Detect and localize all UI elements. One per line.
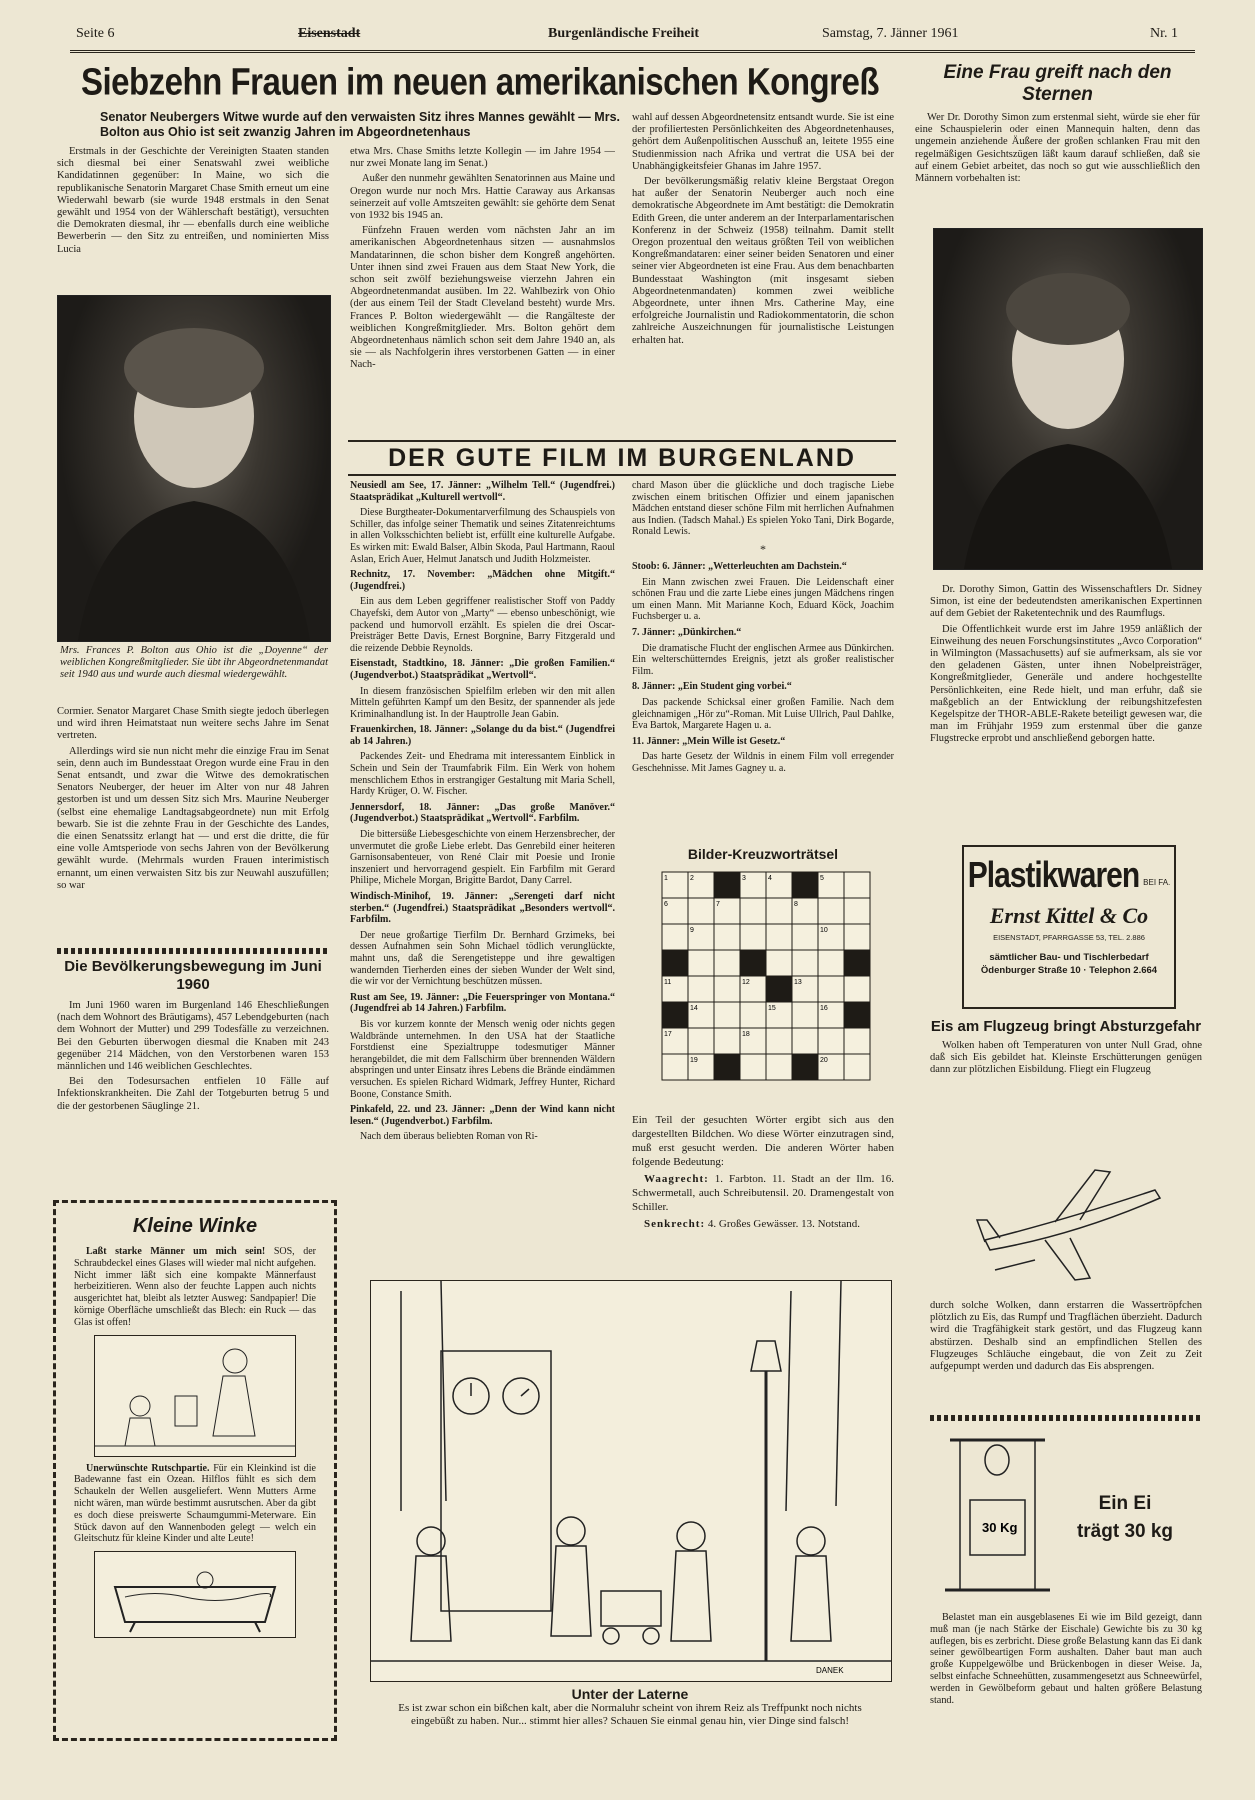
main-col3 [632,112,894,350]
article-paragraph: Erstmals in der Geschichte der Vereinigten Staaten standen sich diesmal bei einer Senatswahl zwei weibliche Kandidatinnen gegenüber: In Maine, wo sich die republikanische Senatorin Margaret Chase Smith erneut um eine Wiederwahl bewarb (sie wurde 1948 erstmals in den Senat gewählt und 1954 von der Wählerschaft bestätigt), versuchten die Demokraten diesmal, ihr — ebenfalls durch eine weibliche Bewerberin — den Sitz zu entreißen, und nominierten Miss Lucia [57,146,329,255]
crossword-number: 20 [820,1057,828,1064]
crossword-cell[interactable] [714,976,740,1002]
film-location: Jennersdorf, [350,801,405,813]
crossword-number: 3 [742,875,746,882]
tip1-title: Laßt starke Männer um mich sein! [86,1246,266,1257]
film-date-title: 17. Jänner: „Wilhelm Tell.“ (Jugendfrei.) Staatsprädikat „Kulturell wertvoll“. [350,480,615,503]
portrait-silhouette-icon [934,229,1202,569]
crossword-cell[interactable] [688,950,714,976]
header-date: Samstag, 7. Jänner 1961 [822,26,959,41]
main-subhead: Senator Neubergers Witwe wurde auf den verwaisten Sitz ihres Mannes gewählt — Mrs. Bolton aus Ohio ist seit zwanzig Jahren im Abgeordnetenhaus [100,110,620,139]
film-entry [350,480,615,503]
crossword-number: 16 [820,1005,828,1012]
film-date-title: 22. und 23. Jänner: „Denn der Wind kann nicht lesen.“ (Jugendverbot.) Farbfilm. [350,1104,616,1127]
film-entry [350,1104,615,1127]
divider [57,948,329,954]
crossword-block [714,872,740,898]
bathtub-icon [95,1552,295,1637]
egg-weight-label: 30 Kg [982,1520,1018,1535]
crossword-number: 12 [742,979,750,986]
crossword-cell[interactable] [688,898,714,924]
crossword-cell[interactable] [844,872,870,898]
film-location: Neusiedl am See, [350,480,427,491]
bolton-photo [57,295,331,642]
ice-article-cont [930,1300,1202,1376]
film-entry [350,992,615,1015]
crossword-cell[interactable] [818,976,844,1002]
page-header [70,20,1195,53]
crossword-number: 9 [690,927,694,934]
page-number: Seite 6 [76,26,115,41]
film-entry [350,724,615,747]
film-location: Stoob: [632,560,660,572]
crossword-cell[interactable] [792,1028,818,1054]
ice-article [930,1018,1202,1080]
plastikwaren-ad [962,845,1176,1009]
crossword-number: 8 [794,901,798,908]
crossword-number: 19 [690,1057,698,1064]
film-description: Packendes Zeit- und Ehedrama mit interessantem Einblick in Schein und Sein der Traumfabrik Film. Ein Werk von hohem menschlichem Ethos in erstrangiger Gestaltung mit Maria Schell, Hardy Krüger, O. W. Fischer. [350,751,615,798]
crossword-cell[interactable] [662,924,688,950]
article-paragraph: durch solche Wolken, dann erstarren die Wassertröpfchen plötzlich zu Eis, das Rumpf und Tragflächen überzieht. Dadurch wird die Tragfähigkeit stark gestört, und das Flugzeug kann abstürzen. Deshalb sind an empfindlichen Stellen des Flugzeuges Schläuche eingebaut, die von Zeit zu Zeit aufgepumpt werden und dadurch das Eis absprengen. [930,1300,1202,1373]
ad-address: EISENSTADT, PFARRGASSE 53, TEL. 2.886 [993,933,1145,942]
crossword-number: 13 [794,979,802,986]
tip2-title: Unerwünschte Rutschpartie. [86,1462,210,1474]
film-date-title: 19. Jänner: „Serengeti darf nicht sterben.“ (Jugendfrei.) Staatsprädikat „Besonders wertvoll“. Farbfilm. [350,891,616,926]
article-paragraph: Allerdings wird sie nun nicht mehr die einzige Frau im Senat sein, denn auch im Bundesstaat Oregon wurde eine Frau in den Senat entsandt, und zwar die Witwe des demokratischen Senators Neuberger, der heuer im Alter von nur 48 Jahren gestorben ist und um dessen Sitz sich Mrs. Maurine Neuberger (selbst eine ehemalige Landtagsabgeordnete) nun mit Erfolg bewarb. Sie ist die zehnte Frau in der Geschichte des Landes, die einen Senatssitz erlangt hat — und erst die dritte, die für eine volle Amtsperiode von sechs Jahren von der Bevölkerung gewählt wurde. (Mehrmals wurden Frauen interimistisch ernannt, um einen verwaisten Sitz bis zur Neuwahl auszufüllen; so war [57,745,329,891]
cartoon-caption: Es ist zwar schon ein bißchen kalt, aber die Normaluhr scheint von ihrem Reiz als Treffpunkt noch nichts eingebüßt zu haben. Nur... stimmt hier alles? Schauen Sie einmal genau hin, vier Dinge sind falsch! [398,1702,862,1727]
film-description: Bis vor kurzem konnte der Mensch wenig oder nichts gegen Waldbrände unternehmen. In den USA hat der Staatliche Forstdienst eine Spezialtruppe todesmutiger Männer herangebildet, die mit dem Fallschirm über brennenden Wäldern abspringen und unter Einsatz ihres Lebens die Brände eindämmen versuchen. Es spielen Richard Widmark, Jeffrey Hunter, Richard Boone, Constance Smith. [350,1018,615,1100]
film-date-title: 17. November: „Mädchen ohne Mitgift.“ (Jugendfrei.) [350,569,615,592]
article-paragraph: Der bevölkerungsmäßig relativ kleine Bergstaat Oregon hat außer der Senatorin Neuberger auch noch eine demokratische Abgeordnete im Amt bestätigt: die Demokratin Edith Green, die unter anderem an der Interparlamentarischen Konferenz in der Schweiz (1958) teilnahm. Damit stellt Oregon prozentual den weitaus größten Teil von weiblichen Kongreßmandataren: einer seiner beiden Senatoren und einer seiner vier Abgeordneten ist eine Frau. Aus dem benachbarten Bundesstaat Washington (mit insgesamt sieben Abgeordnetenmandaten) kommen zwei weibliche Abgeordnete, unter ihnen Mrs. Catherine May, eine erfolgreiche Journalistin und Radiokommentatorin, die schon zahlreiche Auszeichnungen für journalistische Leistungen erhalten hat. [632,176,894,346]
cartoon-title: Unter der Laterne [571,1686,689,1702]
crossword-cell[interactable] [818,898,844,924]
crossword-number: 4 [768,875,772,882]
crossword-cell[interactable] [766,950,792,976]
crossword-number: 1 [664,875,668,882]
egg-headline-line2: trägt 30 kg [1076,1521,1174,1542]
article-paragraph: Wolken haben oft Temperaturen von unter Null Grad, ohne daß sich Eis gebildet hat. Kleinste Erschütterungen genügen dann zur plötzlichen Eisbildung. Fliegt ein Flugzeug [930,1040,1202,1076]
film-entry [350,658,615,681]
film-entry [632,627,894,639]
crossword-block [662,950,688,976]
film-entry [632,736,894,748]
article-paragraph: Im Juni 1960 waren im Burgenland 146 Eheschließungen (nach dem Wohnort des Bräutigams), 457 Lebendgeburten (nach dem Wohnort der Mutter) und 299 Todesfälle zu verzeichnen. Bei den Geburten überwogen diesmal die Knaben mit 243 gegenüber 214 Mädchen, von den Verstorbenen waren 153 männlichen und 146 weiblichen Geschlechtes. [57,1000,329,1073]
tips-box [53,1200,337,1741]
film-description: Ein aus dem Leben gegriffener realistischer Stoff von Paddy Chayefski, dem Autor von „Marty“ — ebenso unbeschönigt, wie packend und humorvoll erzählt. Es spielen die drei Oscar-Preisträger Bette Davis, Ernest Borgnine, Barry Fitzgerald und die reizende Debbie Reynolds. [350,596,615,654]
egg-weight-icon [940,1430,1055,1600]
film-entry [350,802,615,825]
crossword-instructions: Ein Teil der gesuchten Wörter ergibt sich aus den dargestellten Bildchen. Wo diese Wörter einzutragen sind, muß erst gesucht werden. Die anderen Wörter haben folgende Bedeutung: [632,1114,894,1168]
across-clues: 1. Farbton. 11. Stadt an der Ilm. 16. Schwermetall, auch Schreibutensil. 20. Dramengestalt von Schiller. [632,1173,894,1213]
main-col1-bottom [57,706,329,895]
tip1-text: SOS, der Schraubdeckel eines Glases will wieder mal nicht aufgehen. Nicht immer läßt sich eine kompakte Männerfaust herbeizitieren. Wenn also der feuchte Lappen auch nichts ausgerichtet hat, bleibt als letzter Ausweg: Sandpapier! Die körnige Oberfläche umschließt das Blech: ein Ruck — das Glas ist offen! [74,1246,316,1328]
portrait-silhouette-icon [58,296,330,641]
film-entry [632,561,894,573]
crossword-number: 5 [820,875,824,882]
ad-line2: Ödenburger Straße 10 · Telephon 2.664 [980,965,1158,976]
crossword-block [792,1054,818,1080]
film-date-title: 18. Jänner: „Die großen Familien.“ (Jugendverbot.) Staatsprädikat „Wertvoll“. [350,658,615,681]
crossword-cell[interactable] [818,950,844,976]
film-date-title: 6. Jänner: „Wetterleuchten am Dachstein.“ [662,560,847,572]
film-description: Die dramatische Flucht der englischen Armee aus Dünkirchen. Ein welterschütterndes Ereignis, jetzt als großer realistischer Film. [632,642,894,677]
crossword-cell[interactable] [766,1054,792,1080]
crossword-cell[interactable] [740,1002,766,1028]
down-label: Senkrecht: [644,1218,706,1230]
bathtub-illustration [94,1551,296,1638]
jar-man-icon [95,1336,295,1456]
film-headline: DER GUTE FILM IM BURGENLAND [348,440,896,476]
film-date-title: 7. Jänner: „Dünkirchen.“ [632,626,742,638]
jar-opening-illustration [94,1335,296,1457]
crossword-cell[interactable] [792,924,818,950]
crossword-cell[interactable] [688,1028,714,1054]
crossword-cell[interactable] [688,976,714,1002]
tips-headline: Kleine Winke [132,1215,258,1237]
ice-headline: Eis am Flugzeug bringt Absturzgefahr [930,1018,1202,1035]
down-clues: 4. Großes Gewässer. 13. Notstand. [707,1218,861,1230]
film-date-title: 11. Jänner: „Mein Wille ist Gesetz.“ [632,735,786,747]
film-location: Frauenkirchen, [350,724,417,736]
egg-headline-line1: Ein Ei [1098,1493,1152,1514]
crossword-block [740,950,766,976]
article-paragraph: Die Öffentlichkeit wurde erst im Jahre 1959 anläßlich der Einweihung des neuen Forschungsinstitutes „Avco Corporation“ in Wilmington (Massachusetts) auf sie aufmerksam, als sie vor den geladenen Gästen, unter ihnen Nobelpreisträger, Kongreßmitglieder, Generäle und andere hochgestellte Persönlichkeiten, eine Rede hielt, und man erfuhr, daß sie maßgeblich an der Entwicklung der reibungshitzefesten Kegelspitze der THOR-ABLE-Rakete beteiligt gewesen war, die man im Frühjahr 1959 zum erstenmal über die ganze Flugstrecke erprobt und anschließend geborgen hatte. [930,623,1202,745]
crossword-cell[interactable] [740,898,766,924]
film-description: Das harte Gesetz der Wildnis in einem Film voll erregender Geschehnisse. Mit James Gagney u. a. [632,751,894,774]
article-paragraph: Dr. Dorothy Simon, Gattin des Wissenschaftlers Dr. Sidney Simon, ist eine der bedeutendsten amerikanischen Expertinnen auf dem Gebiet der Raketentechnik und des Raumflugs. [930,584,1202,620]
crossword-number: 7 [716,901,720,908]
masthead: Burgenländische Freiheit [548,26,700,41]
article-paragraph: Außer den nunmehr gewählten Senatorinnen aus Maine und Oregon wurde nur noch Mrs. Hattie Caraway aus Arkansas seinerzeit auf volle Amtszeiten gewählt: sie gehörte dem Senat von 1932 bis 1945 an. [350,173,615,222]
film-location: Rust am See, [350,991,407,1003]
ad-title: Plastikwaren [967,855,1140,896]
population-article [57,958,329,1116]
street-clock-scene-icon [371,1281,891,1681]
bolton-caption: Mrs. Frances P. Bolton aus Ohio ist die „Doyenne“ der weiblichen Kongreßmitglieder. Sie übt ihr Abgeordnetenmandat seit 1940 aus und wurde auch diesmal wiedergewählt. [60,645,328,680]
crossword-title: Bilder-Kreuzworträtsel [687,846,839,862]
crossword-number: 11 [664,979,672,986]
main-headline: Siebzehn Frauen im neuen amerikanischen Kongreß [80,60,880,103]
crossword-cell[interactable] [740,924,766,950]
crossword-cell[interactable] [766,924,792,950]
crossword-number: 2 [690,875,694,882]
stars-article [915,62,1200,188]
crossword-cell[interactable] [740,1054,766,1080]
cartoon-signature: DANEK [816,1666,844,1675]
film-date-title: 18. Jänner: „Solange du da bist.“ (Jugendfrei ab 14 Jahren.) [350,724,615,747]
crossword-cell[interactable] [662,1054,688,1080]
crossword-block [844,1002,870,1028]
film-description: Die bittersüße Liebesgeschichte von einem Herzensbrecher, der unvermutet die große Liebe erlebt. Das Genrebild einer heiteren Garnisonsabenteuer, von René Clair mit Poesie und Ironie inszeniert und hervorragend gespielt. Ein Farbfilm mit Gerard Philipe, Michele Morgan, Brigitte Bardot, Dany Carrel. [350,829,615,887]
stars-body [930,584,1202,749]
film-paragraph: chard Mason über die glückliche und doch tragische Liebe zwischen einem britischen Offizier und einem japanischen Mädchen entstand dieser schöne Film mit herrlichen Aufnahmen aus Indien. (Tadsch Mahal.) Es spielen Yoko Tani, Dirk Bogarde, Ronald Lewis. [632,480,894,538]
crossword-block [662,1002,688,1028]
crossword-cell[interactable] [818,1028,844,1054]
crossword-cell[interactable] [844,1028,870,1054]
film-location: Rechnitz, [350,569,391,581]
crossword-cell[interactable] [714,950,740,976]
airplane-illustration [975,1150,1165,1290]
cartoon-illustration [370,1280,892,1682]
article-paragraph: Bei den Todesursachen entfielen 10 Fälle auf Infektionskrankheiten. Die Zahl der Totgeburten betrug 5 und die der gestorbenen Säuglinge 21. [57,1076,329,1112]
crossword-cell[interactable] [766,1028,792,1054]
film-location: Pinkafeld, [350,1104,394,1116]
article-paragraph: Belastet man ein ausgeblasenes Ei wie im Bild gezeigt, dann muß man (je nach Stärke der Eischale) Gewichte bis zu 30 kg auflegen, bis es zerbricht. Diese große Belastung kann das Ei dank seiner gewölbeartigen Form aushalten. Daher baut man auch große Kuppelgewölbe und Brückenbogen in dieser Weise. Ja, selbst einfache Schneehütten, zusammengesetzt aus Schneewürfel, werden in Gewölbeform gebaut und halten größere Belastung stand. [930,1612,1202,1706]
main-col2 [350,146,615,375]
film-description: Ein Mann zwischen zwei Frauen. Die Leidenschaft einer schönen Frau und die zarte Liebe eines jungen Mädchens ringen um einen Mann. Mit Marianne Koch, Eduard Köck, Joachim Fuchsberger u. a. [632,576,894,623]
crossword-block [766,976,792,1002]
crossword-number: 10 [820,927,828,934]
cartoon-caption-block [370,1686,890,1731]
simon-photo [933,228,1203,570]
film-description: Nach dem überaus beliebten Roman von Ri- [360,1131,538,1143]
airplane-icon [975,1150,1165,1290]
crossword-block [714,1054,740,1080]
crossword-number: 6 [664,901,668,908]
ad-line1: sämtlicher Bau- und Tischlerbedarf [989,952,1149,963]
across-label: Waagrecht: [644,1173,709,1185]
stars-headline: Eine Frau greift nach den Sternen [943,62,1172,105]
film-entry [350,569,615,592]
issue-number: Nr. 1 [1150,26,1178,41]
film-description: In diesem französischen Spielfilm erleben wir den mit allen Mitteln geführten Kampf um den Besitz, der spannender als jede Kriminalhandlung ist. In der Hauptrolle Jean Gabin. [350,685,615,720]
film-description: Diese Burgtheater-Dokumentarverfilmung des Schauspiels von Schiller, das infolge seiner Thematik und seines Zitatenreichtums in allen Volksschichten beliebt ist, erfüllt eine kulturelle Aufgabe. Es wirken mit: Ewald Balser, Albin Skoda, Paul Hartmann, Raoul Aslan, Erich Auer, Helmut Janatsch und Judith Holzmeister. [350,507,615,565]
header-place: Eisenstadt [298,26,361,41]
crossword-block [844,950,870,976]
film-description: Das packende Schicksal einer großen Familie. Nach dem gleichnamigen „Hör zu“-Roman. Mit Luise Ullrich, Paul Dahlke, Eva Bartok, Margarete Hagen u. a. [632,696,894,732]
crossword-cell[interactable] [792,950,818,976]
article-paragraph: Cormier. Senator Margaret Chase Smith siegte jedoch überlegen und wird ihren Heimatstaat nun weitere sechs Jahre im Senat vertreten. [57,706,329,742]
crossword-cell[interactable] [714,1002,740,1028]
egg-headline [1065,1490,1185,1546]
crossword-cell[interactable] [714,924,740,950]
film-description: Der neue großartige Tierfilm Dr. Bernhard Grzimeks, bei dessen Aufnahmen sein Sohn Michael tödlich verunglückte, mahnt uns, daß die Serengetisteppe und ihre gewaltigen wandernden Tierherden eines der sieben Wunder der Welt sind, die wir vor der Vernichtung beschützen müssen. [350,929,615,988]
crossword-cell[interactable] [844,976,870,1002]
film-col1 [350,480,615,1147]
crossword-cell[interactable] [792,1002,818,1028]
film-location: Eisenstadt, Stadtkino, [350,658,447,670]
crossword-number: 14 [690,1005,698,1012]
crossword-cell[interactable] [766,898,792,924]
crossword-number: 18 [742,1031,750,1038]
egg-body [930,1612,1202,1709]
film-entry [632,681,894,693]
ad-company: Ernst Kittel & Co [989,903,1149,928]
asterisk-divider: * [760,541,766,556]
crossword-cell[interactable] [844,898,870,924]
crossword-cell[interactable] [714,1028,740,1054]
film-entry [350,891,615,926]
crossword-section [632,846,894,1234]
egg-illustration [940,1430,1055,1600]
tip2-text: Für ein Kleinkind ist die Badewanne fast ein Ozean. Hilflos fühlt es sich dem Schaukeln der Wellen ausgeliefert. Wenn Mutters Arme nicht wären, man würde bestimmt ausrutschen. Aber da gibt es doch diese preiswerte Schaumgummi-Meterware. Ein Stück davon auf den Wannenboden gelegt — welch ein Gleitschutz für kleine Kinder und alte Leute! [74,1462,316,1545]
crossword-cell[interactable] [844,924,870,950]
divider [930,1415,1202,1421]
film-location: Windisch-Minihof, [350,891,431,902]
film-date-title: 8. Jänner: „Ein Student ging vorbei.“ [632,681,792,693]
ad-bei: BEI FA. [1143,878,1171,887]
crossword-block [792,872,818,898]
crossword-number: 15 [768,1005,776,1012]
film-col2 [632,480,894,778]
article-paragraph: Fünfzehn Frauen werden vom nächsten Jahr an im amerikanischen Abgeordnetenhaus sitzen — ausnahmslos Mandatarinnen, die schon bisher dem Kongreß angehörten. Unter ihnen sind zwei Frauen aus dem Staat New York, die schon seit zwölf beziehungsweise vierzehn Jahren ein Abgeordnetenmandat ausüben. Im 22. Wahlbezirk von Ohio (der aus einem Teil der Stadt Cleveland besteht) wurde Mrs. Frances P. Bolton wiedergewählt — die Rangälteste der weiblichen Kongreßmitglieder. Mrs. Bolton gehört dem Abgeordnetenhaus nämlich schon seit dem Jahre 1940 an, als sie — als Nachfolgerin ihres verstorbenen Gatten — in einer Nach- [350,225,615,371]
article-paragraph: wahl auf dessen Abgeordnetensitz entsandt wurde. Sie ist eine der profiliertesten Persönlichkeiten des Abgeordnetenhauses, gehört dem Außenpolitischen Ausschuß an, leitete 1955 eine Studienmission nach Afrika und vertrat die USA bei der Unabhängigkeitsfeier Ghanas im Jahre 1957. [632,112,894,172]
film-date-title: 19. Jänner: „Die Feuerspringer von Montana.“ (Jugendfrei ab 14 Jahren.) Farbfilm. [350,991,615,1015]
article-paragraph: Wer Dr. Dorothy Simon zum erstenmal sieht, würde sie eher für eine Schauspielerin oder einen Mannequin halten, denn das ungemein anziehende Äußere der großen schlanken Frau mit den regelmäßigen Gesichtszügen läßt kaum darauf schließen, daß sie auf einem Gebiet arbeitet, das noch so gut wie ausschließlich den Männern vorbehalten ist: [915,112,1200,185]
population-headline: Die Bevölkerungsbewegung im Juni 1960 [64,958,322,993]
crossword-grid [632,866,894,1104]
film-date-title: 18. Jänner: „Das große Manöver.“ (Jugendverbot.) Staatsprädikat „Wertvoll“. Farbfilm. [350,801,616,825]
article-paragraph: etwa Mrs. Chase Smiths letzte Kollegin — im Jahre 1954 — nur zwei Monate lang im Senat.) [350,146,615,170]
main-col1-top [57,146,329,259]
crossword-cell[interactable] [844,1054,870,1080]
crossword-number: 17 [664,1031,672,1038]
